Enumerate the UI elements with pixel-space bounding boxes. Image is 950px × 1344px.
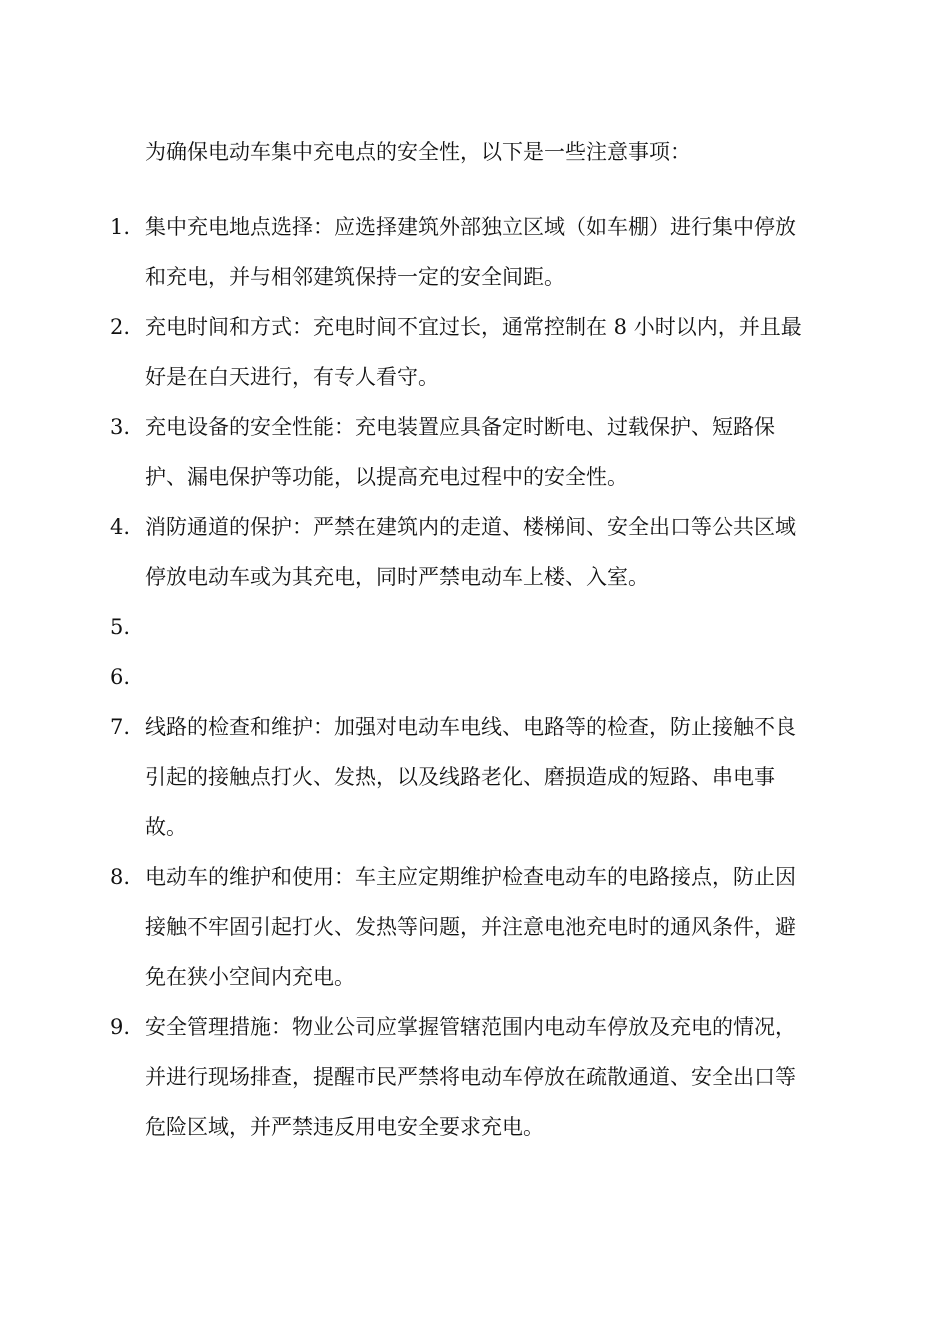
list-item-text: 安全管理措施：物业公司应掌握管辖范围内电动车停放及充电的情况，并进行现场排查，提醒市民严禁将电动车停放在疏散通道、安全出口等危险区域，并严禁违反用电安全要求充电。 <box>145 1015 796 1139</box>
list-item <box>110 702 830 852</box>
list-item-text: 消防通道的保护：严禁在建筑内的走道、楼梯间、安全出口等公共区域停放电动车或为其充电，同时严禁电动车上楼、入室。 <box>145 515 796 589</box>
list-item-number: 4. <box>110 515 131 539</box>
list-item-number: 7. <box>110 715 131 739</box>
list-item <box>110 202 830 302</box>
precautions-list <box>110 202 830 1152</box>
list-item-number: 6. <box>110 665 131 689</box>
list-item-text: 集中充电地点选择：应选择建筑外部独立区域（如车棚）进行集中停放和充电，并与相邻建筑保持一定的安全间距。 <box>145 215 796 289</box>
list-item <box>110 302 830 402</box>
list-item-number: 8. <box>110 865 131 889</box>
list-item <box>110 852 830 1002</box>
list-item <box>110 652 830 702</box>
list-item-number: 9. <box>110 1015 131 1039</box>
list-item-number: 1. <box>110 215 131 239</box>
list-item <box>110 602 830 652</box>
list-item-text: 电动车的维护和使用：车主应定期维护检查电动车的电路接点，防止因接触不牢固引起打火、发热等问题，并注意电池充电时的通风条件，避免在狭小空间内充电。 <box>145 865 796 989</box>
list-item <box>110 502 830 602</box>
list-item-number: 3. <box>110 415 131 439</box>
list-item-number: 2. <box>110 315 131 339</box>
list-item-text: 充电时间和方式：充电时间不宜过长，通常控制在 8 小时以内，并且最好是在白天进行，有专人看守。 <box>145 315 802 389</box>
list-item-text: 充电设备的安全性能：充电装置应具备定时断电、过载保护、短路保护、漏电保护等功能，以提高充电过程中的安全性。 <box>145 415 775 489</box>
list-item-number: 5. <box>110 615 131 639</box>
list-item <box>110 402 830 502</box>
list-item-text: 线路的检查和维护：加强对电动车电线、电路等的检查，防止接触不良引起的接触点打火、发热，以及线路老化、磨损造成的短路、串电事故。 <box>145 715 796 839</box>
list-item <box>110 1002 830 1152</box>
intro-paragraph: 为确保电动车集中充电点的安全性，以下是一些注意事项： <box>145 140 691 164</box>
